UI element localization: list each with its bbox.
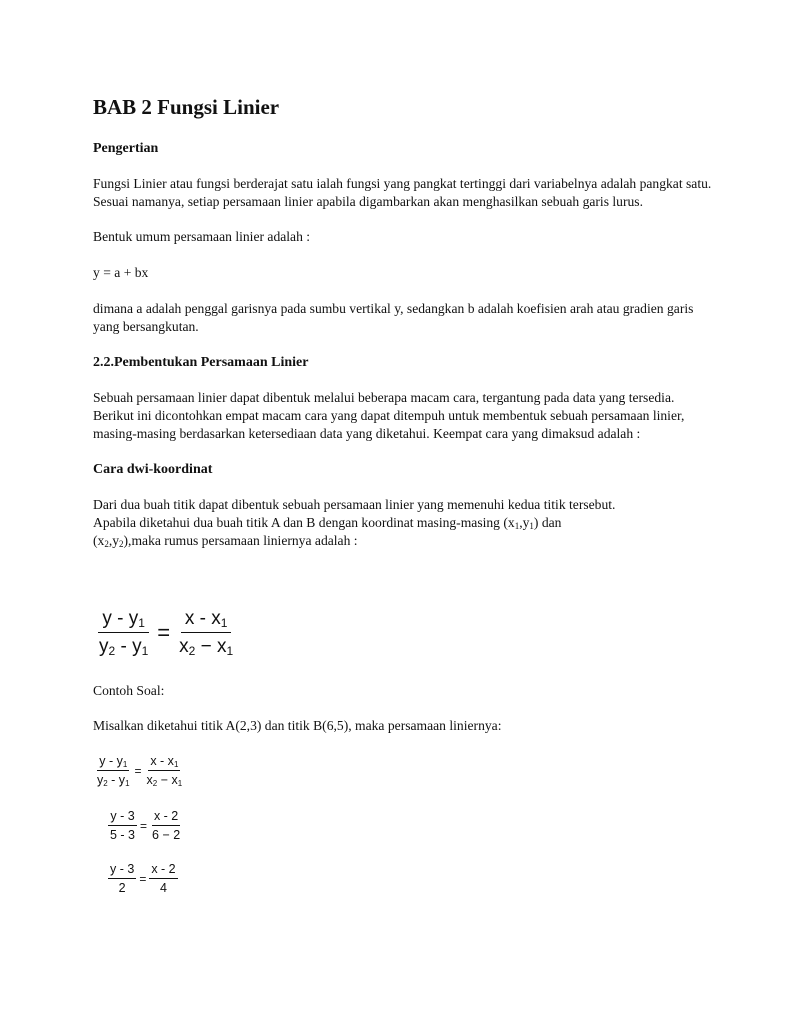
fraction-left: $\frac{y - 3}{2}$: [110, 862, 135, 895]
paragraph-dwi-koordinat: Dari dua buah titik dapat dibentuk sebuah persamaan linier yang memenuhi kedua titik tersebut. Apabila diketahui dua buah titik A dan B dengan koordinat masing-masing $(x_1,y_1)$ dan $(x_2,y_2),maka$ rumus persamaan liniernya adalah :: [93, 497, 616, 549]
fraction-right: $\frac{x - x_1}{x_2 - x_1}$: [146, 754, 183, 788]
paragraph-general-form: Bentuk umum persamaan linier adalah :: [93, 229, 311, 244]
fraction-left: $\frac{y - y_1}{y_2 - y_1}$: [99, 608, 149, 658]
text-line: (x: [93, 533, 105, 548]
heading-pembentukan: 2.2.Pembentukan Persamaan Linier: [93, 355, 309, 370]
formula-step-2: [108, 809, 182, 843]
formula-step-3: [108, 862, 178, 896]
text-line: Apabila diketahui dua buah titik A dan B dengan koordinat masing-masing (x: [93, 515, 515, 530]
fraction-left: $\frac{y - y_1}{y_2 - y_1}$: [97, 754, 130, 788]
text-line: Dari dua buah titik dapat dibentuk sebuah persamaan linier yang memenuhi kedua titik tersebut.: [93, 497, 616, 512]
equals-sign: =: [157, 620, 171, 645]
equation-general-form: y = a + bx: [93, 265, 149, 280]
paragraph-definition: Fungsi Linier atau fungsi berderajat satu ialah fungsi yang pangkat tertinggi dari variabelnya adalah pangkat satu. Sesuai namanya, setiap persamaan linier apabila digambarkan akan menghasilkan sebuah garis lurus.: [93, 176, 712, 209]
formula-two-point: [95, 608, 237, 658]
page-title: BAB 2 Fungsi Linier: [93, 95, 280, 119]
paragraph-pembentukan: Sebuah persamaan linier dapat dibentuk melalui beberapa macam cara, tergantung pada data yang tersedia. Berikut ini dicontohkan empat macam cara yang dapat ditempuh untuk membentuk sebuah persamaan linier, masing-masing berdasarkan ketersediaan data yang diketahui. Keempat cara yang dimaksud adalah :: [93, 390, 685, 441]
equals-sign: =: [139, 872, 147, 886]
example-label: Contoh Soal:: [93, 683, 165, 698]
fraction-right: $\frac{x - x_1}{x_2 - x_1}$: [179, 608, 234, 658]
fraction-left: $\frac{y - 3}{5 - 3}$: [110, 809, 136, 842]
document-page: [93, 94, 713, 550]
heading-pengertian: Pengertian: [93, 141, 159, 156]
paragraph-explanation: dimana a adalah penggal garisnya pada sumbu vertikal y, sedangkan b adalah koefisien arah atau gradien garis yang bersangkutan.: [93, 301, 694, 334]
fraction-right: $\frac{x - 2}{6 - 2}$: [152, 809, 181, 842]
fraction-right: $\frac{x - 2}{4}$: [151, 862, 176, 895]
paragraph-example: Misalkan diketahui titik A(2,3) dan titik B(6,5), maka persamaan liniernya:: [93, 718, 502, 733]
heading-cara-dwi-koordinat: Cara dwi-koordinat: [93, 462, 213, 477]
equals-sign: =: [134, 764, 142, 778]
equals-sign: =: [140, 819, 148, 833]
formula-step-1: [95, 754, 184, 788]
